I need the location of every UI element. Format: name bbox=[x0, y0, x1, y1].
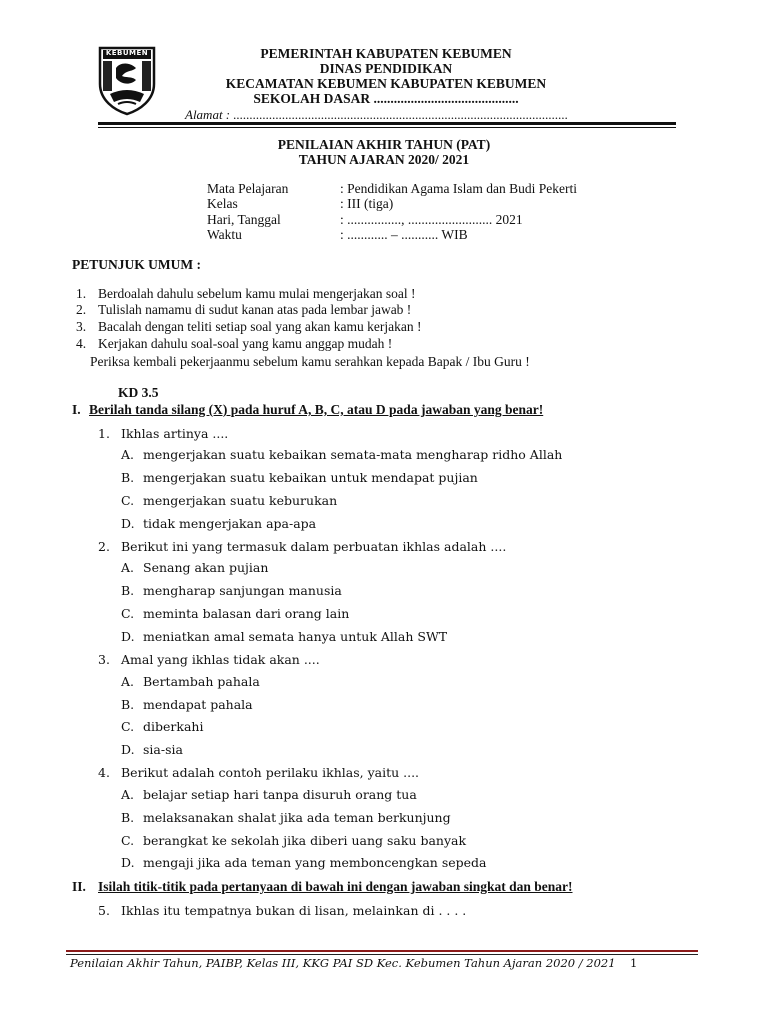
question-number: 5. bbox=[98, 903, 110, 918]
info-label: Waktu bbox=[207, 227, 242, 242]
option-text: sia-sia bbox=[143, 742, 183, 757]
instruction-number: 4. bbox=[76, 336, 87, 351]
option-text: meminta balasan dari orang lain bbox=[143, 606, 350, 621]
question-text: Berikut adalah contoh perilaku ikhlas, yaitu .... bbox=[121, 765, 420, 780]
question-number: 1. bbox=[98, 426, 110, 441]
footer-rule bbox=[66, 954, 698, 955]
option-letter: D. bbox=[121, 516, 135, 531]
info-value: : Pendidikan Agama Islam dan Budi Pekerti bbox=[340, 181, 577, 196]
option-text: mengerjakan suatu kebaikan untuk mendapat pujian bbox=[143, 470, 478, 485]
header-line-2: DINAS PENDIDIKAN bbox=[319, 61, 453, 76]
info-label: Hari, Tanggal bbox=[207, 212, 281, 227]
question-text: Ikhlas artinya .... bbox=[121, 426, 229, 441]
question-number: 2. bbox=[98, 539, 110, 554]
option-text: tidak mengerjakan apa-apa bbox=[143, 516, 317, 531]
option-letter: C. bbox=[121, 493, 135, 508]
option-text: meniatkan amal semata hanya untuk Allah SWT bbox=[143, 629, 448, 644]
instruction-text: Bacalah dengan teliti setiap soal yang akan kamu kerjakan ! bbox=[98, 319, 422, 334]
question-text: Amal yang ikhlas tidak akan .... bbox=[121, 652, 320, 667]
instruction-number: 2. bbox=[76, 302, 87, 317]
question-text: Berikut ini yang termasuk dalam perbuatan ikhlas adalah .... bbox=[121, 539, 507, 554]
question-text: Ikhlas itu tempatnya bukan di lisan, melainkan di . . . . bbox=[121, 903, 467, 918]
instruction-text: Berdoalah dahulu sebelum kamu mulai mengerjakan soal ! bbox=[98, 286, 416, 301]
option-text: Bertambah pahala bbox=[143, 674, 260, 689]
section-2-number: II. bbox=[72, 879, 86, 894]
option-text: belajar setiap hari tanpa disuruh orang tua bbox=[143, 787, 417, 802]
address-line: Alamat : ....................................................................................................... bbox=[185, 107, 569, 122]
exam-year: TAHUN AJARAN 2020/ 2021 bbox=[298, 152, 470, 167]
header-line-3: KECAMATAN KEBUMEN KABUPATEN KEBUMEN bbox=[225, 76, 547, 91]
option-text: berangkat ke sekolah jika diberi uang saku banyak bbox=[143, 833, 467, 848]
option-letter: B. bbox=[121, 583, 135, 598]
info-label: Kelas bbox=[207, 196, 238, 211]
footer-text: Penilaian Akhir Tahun, PAIBP, Kelas III, KKG PAI SD Kec. Kebumen Tahun Ajaran 2020 / 2021 bbox=[70, 956, 616, 970]
instructions-heading: PETUNJUK UMUM : bbox=[72, 257, 201, 272]
section-2-instruction: Isilah titik-titik pada pertanyaan di bawah ini dengan jawaban singkat dan benar! bbox=[98, 879, 573, 894]
exam-title: PENILAIAN AKHIR TAHUN (PAT) bbox=[277, 137, 491, 152]
option-letter: C. bbox=[121, 606, 135, 621]
option-letter: B. bbox=[121, 697, 135, 712]
instruction-number: 3. bbox=[76, 319, 87, 334]
instruction-number: 1. bbox=[76, 286, 87, 301]
logo-text: KEBUMEN bbox=[105, 49, 149, 57]
header-line-1: PEMERINTAH KABUPATEN KEBUMEN bbox=[260, 46, 512, 61]
header-rule-thick bbox=[98, 122, 676, 125]
option-text: melaksanakan shalat jika ada teman berkunjung bbox=[143, 810, 451, 825]
header-rule-thin bbox=[98, 127, 676, 128]
option-letter: A. bbox=[121, 674, 135, 689]
option-text: diberkahi bbox=[143, 719, 204, 734]
instruction-text: Kerjakan dahulu soal-soal yang kamu anggap mudah ! bbox=[98, 336, 393, 351]
footer-rule-red bbox=[66, 950, 698, 952]
section-1-instruction: Berilah tanda silang (X) pada huruf A, B, C, atau D pada jawaban yang benar! bbox=[89, 402, 544, 417]
header-line-4: SEKOLAH DASAR ........................................... bbox=[253, 91, 519, 106]
instruction-text: Tulislah namamu di sudut kanan atas pada lembar jawab ! bbox=[98, 302, 412, 317]
option-text: mengerjakan suatu kebaikan semata-mata mengharap ridho Allah bbox=[143, 447, 563, 462]
option-letter: D. bbox=[121, 855, 135, 870]
info-label: Mata Pelajaran bbox=[207, 181, 289, 196]
option-letter: A. bbox=[121, 447, 135, 462]
info-value: : III (tiga) bbox=[340, 196, 394, 211]
kebumen-logo bbox=[96, 44, 158, 116]
option-text: mengharap sanjungan manusia bbox=[143, 583, 342, 598]
option-letter: A. bbox=[121, 560, 135, 575]
info-value: : ................, ......................... 2021 bbox=[340, 212, 523, 227]
kd-label: KD 3.5 bbox=[118, 385, 159, 400]
option-letter: B. bbox=[121, 470, 135, 485]
question-number: 4. bbox=[98, 765, 110, 780]
page-number: 1 bbox=[630, 956, 638, 970]
question-number: 3. bbox=[98, 652, 110, 667]
option-letter: C. bbox=[121, 833, 135, 848]
option-letter: B. bbox=[121, 810, 135, 825]
instruction-extra: Periksa kembali pekerjaanmu sebelum kamu serahkan kepada Bapak / Ibu Guru ! bbox=[90, 354, 530, 369]
section-1-number: I. bbox=[72, 402, 81, 417]
option-text: mengaji jika ada teman yang memboncengkan sepeda bbox=[143, 855, 487, 870]
option-text: Senang akan pujian bbox=[143, 560, 269, 575]
option-letter: C. bbox=[121, 719, 135, 734]
option-text: mendapat pahala bbox=[143, 697, 253, 712]
option-text: mengerjakan suatu keburukan bbox=[143, 493, 338, 508]
option-letter: D. bbox=[121, 742, 135, 757]
info-value: : ............ – ........... WIB bbox=[340, 227, 468, 242]
option-letter: A. bbox=[121, 787, 135, 802]
option-letter: D. bbox=[121, 629, 135, 644]
